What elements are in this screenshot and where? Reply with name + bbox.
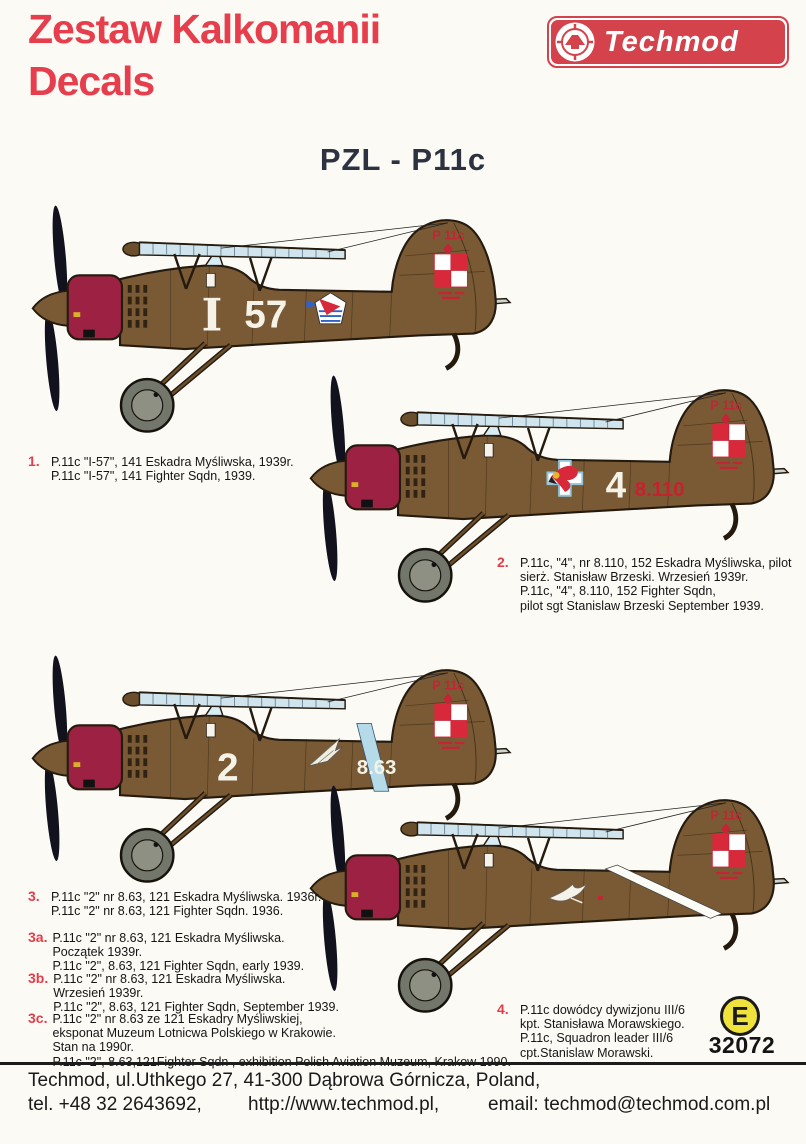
caption-2-text: P.11c, "4", nr 8.110, 152 Eskadra Myśliwska, pilot sierż. Stanisław Brzeski. Wrzesień 1939r. P.11c, "4", 8.110, 152 Fighter Sqdn, pilot sgt Stanislaw Brzeski September 1939. <box>520 556 792 613</box>
techmod-roundel-icon <box>554 21 596 63</box>
aircraft-profile-4 <box>293 768 798 1028</box>
caption-3b-text: P.11c "2" nr 8.63, 121 Eskadra Myśliwska. Wrzesień 1939r. P.11c "2", 8.63, 121 Fighter Sqdn, September 1939. <box>53 972 339 1015</box>
sheet-number: 32072 <box>708 1032 776 1058</box>
caption-1-text: P.11c "I-57", 141 Eskadra Myśliwska, 1939r. P.11c "I-57", 141 Fighter Sqdn, 1939. <box>51 455 294 484</box>
footer-email: email: techmod@techmod.com.pl <box>488 1094 771 1115</box>
caption-3b-number: 3b. <box>28 970 49 986</box>
caption-3a <box>28 931 304 974</box>
page-title-english: Decals <box>28 58 155 104</box>
caption-2 <box>497 556 792 613</box>
fuselage-code-letter: I <box>201 288 223 342</box>
techmod-logo-panel <box>551 20 785 64</box>
subject-title: PZL - P11c <box>319 142 487 177</box>
caption-3a-number: 3a. <box>28 929 48 945</box>
footer-divider <box>0 1062 806 1065</box>
fuselage-code-number: 2 <box>217 746 239 790</box>
checkerboard-insignia <box>712 834 745 867</box>
footer-address: Techmod, ul.Uthkego 27, 41-300 Dąbrowa Górnicza, Poland, <box>28 1070 541 1091</box>
tail-type-stencil: P 11c <box>432 228 465 243</box>
e-quality-badge: E <box>720 996 760 1036</box>
footer-website: http://www.techmod.pl, <box>248 1094 440 1115</box>
footer-telephone: tel. +48 32 2643692, <box>28 1094 202 1115</box>
caption-3 <box>28 890 321 918</box>
caption-3b <box>28 972 339 1015</box>
tail-type-stencil: P 11c <box>710 808 743 823</box>
caption-4 <box>497 1003 685 1060</box>
caption-3c-number: 3c. <box>28 1010 48 1026</box>
caption-1-number: 1. <box>28 453 40 469</box>
tail-type-stencil: P 11c <box>432 678 465 693</box>
caption-3c-text: P.11c "2" nr 8.63 ze 121 Eskadry Myśliwskiej, eksponat Muzeum Lotnicwa Polskiego w Krakowie. Stan na 1990r. <box>52 1012 336 1055</box>
checkerboard-insignia <box>712 424 745 457</box>
fuselage-code-number: 4 <box>605 464 627 506</box>
fuselage-serial-number: 8.63 <box>356 756 397 779</box>
fuselage-serial-number: 8.110 <box>634 478 685 501</box>
page-title-polish: Zestaw Kalkomanii <box>28 6 381 52</box>
checkerboard-insignia <box>434 254 467 287</box>
small-red-mark <box>598 896 603 900</box>
checkerboard-insignia <box>434 704 467 737</box>
fuselage-code-number: 57 <box>244 293 288 337</box>
caption-3-text: P.11c "2" nr 8.63, 121 Eskadra Myśliwska. 1936r. P.11c "2" nr 8.63, 121 Fighter Sqdn. 1936. <box>51 890 322 919</box>
caption-4-number: 4. <box>497 1001 509 1017</box>
caption-3-number: 3. <box>28 888 40 904</box>
caption-3c <box>28 1012 511 1069</box>
caption-2-number: 2. <box>497 554 509 570</box>
caption-1 <box>28 455 294 483</box>
caption-3a-text: P.11c "2" nr 8.63, 121 Eskadra Myśliwska. Początek 1939r. P.11c "2", 8.63, 121 Fighter Sqdn, early 1939. <box>52 931 305 974</box>
caption-4-text: P.11c dowódcy dywizjonu III/6 kpt. Stanisława Morawskiego. P.11c, Squadron leader III/6 cpt.Stanislaw Morawski. <box>520 1003 685 1060</box>
techmod-logo-text: Techmod <box>604 25 739 58</box>
tail-type-stencil: P 11c <box>710 398 743 413</box>
techmod-logo <box>547 16 789 68</box>
